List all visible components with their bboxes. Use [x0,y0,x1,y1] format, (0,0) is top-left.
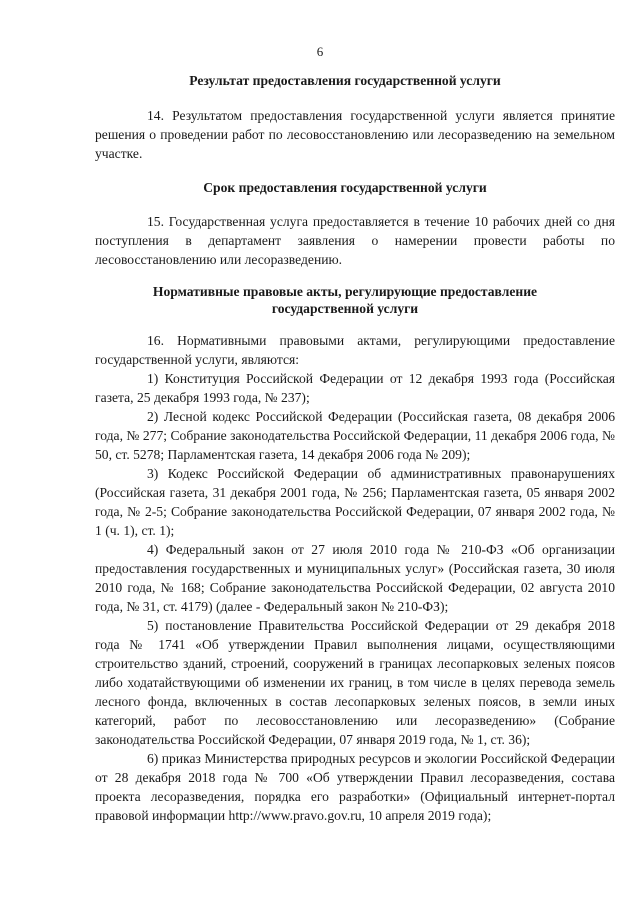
paragraph-16-intro: 16. Нормативными правовыми актами, регулирующими предоставление государственной услуги, являются: [95,333,615,367]
paragraph-15-text: 15. Государственная услуга предоставляется в течение 10 рабочих дней со дня поступления в департамент заявления о намерении провести работы по лесовосстановлению или лесоразведению. [95,214,615,267]
section-heading-term: Срок предоставления государственной услуги [203,180,487,195]
section-heading-normative-acts [95,283,595,317]
list-item-government-decree: 5) постановление Правительства Российской Федерации от 29 декабря 2018 года № 1741 «Об утверждении Правил выполнения лицами, осуществляющими строительство зданий, строений, сооружений в границах лесопарковых зеленых поясов либо ходатайствующими об изменении их границ, в том числе в целях перевода земель лесного фонда, включенных в состав лесопарковых зеленых поясов, в земли иных категорий, работ по лесовосстановлению или лесоразведению» (Собрание законодательства Российской Федерации, 07 января 2019 года, № 1, ст. 36); [95,618,615,747]
page-number: 6 [316,44,324,59]
paragraph-15 [95,212,615,269]
list-item-ministry-order: 6) приказ Министерства природных ресурсов и экологии Российской Федерации от 28 декабря 2018 года № 700 «Об утверждении Правил лесоразведения, состава проекта лесоразведения, порядка его разработки» (Официальный интернет-портал правовой информации http://www.pravo.gov.ru, 10 апреля 2019 года); [95,751,615,823]
paragraph-14 [95,106,615,163]
list-item-constitution: 1) Конституция Российской Федерации от 12 декабря 1993 года (Российская газета, 25 декабря 1993 года, № 237); [95,371,615,405]
list-item-forest-code: 2) Лесной кодекс Российской Федерации (Российская газета, 08 декабря 2006 года, № 277; Собрание законодательства Российской Федерации, 11 декабря 2006 года, № 50, ст. 5278; Парламентская газета, 14 декабря 2006 года № 209); [95,409,615,462]
list-item-admin-code: 3) Кодекс Российской Федерации об административных правонарушениях (Российская газета, 31 декабря 2001 года, № 256; Парламентская газета, 05 января 2002 года, № 2-5; Собрание законодательства Российской Федерации, 07 января 2002 года, № 1 (ч. 1), ст. 1); [95,466,615,538]
section-heading-normative-acts-line1: Нормативные правовые акты, регулирующие предоставление [152,284,538,299]
list-item-federal-law-210: 4) Федеральный закон от 27 июля 2010 года № 210-ФЗ «Об организации предоставления государственных и муниципальных услуг» (Российская газета, 30 июля 2010 года, № 168; Собрание законодательства Российской Федерации, 02 августа 2010 года, № 31, ст. 4179) (далее - Федеральный закон № 210-ФЗ); [95,542,615,614]
paragraph-16 [95,331,615,825]
section-heading-result: Результат предоставления государственной услуги [189,73,501,88]
section-heading-normative-acts-line2: государственной услуги [271,301,419,316]
paragraph-14-text: 14. Результатом предоставления государственной услуги является принятие решения о проведении работ по лесовосстановлению или лесоразведению на земельном участке. [95,108,615,161]
